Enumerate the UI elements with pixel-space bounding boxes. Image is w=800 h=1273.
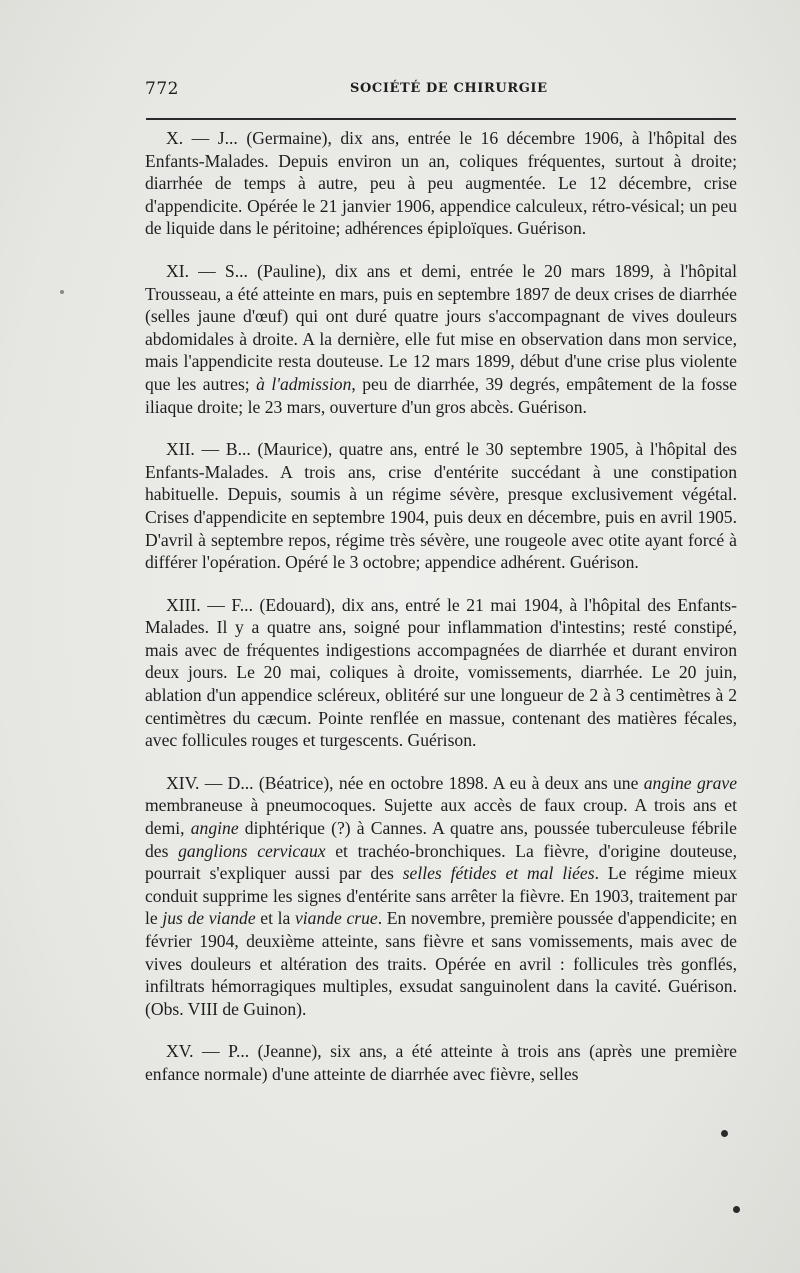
case-xii: XII. — B... (Maurice), quatre ans, entré le 30 septembre 1905, à l'hôpital des Enfants-Malades. A trois ans, crise d'entérite succédant à une constipation habituelle. Depuis, soumis à un régime sévère, presque exclusivement végétal. Crises d'appendicite en septembre 1904, puis deux en décembre, puis en avril 1905. D'avril à septembre repos, régime très sévère, une rougeole avec otite ayant forcé à différer l'opération. Opéré le 3 octobre; appendice adhérent. Guérison. — [145, 439, 737, 573]
ink-blot — [733, 1206, 740, 1213]
case-xi: XI. — S... (Pauline), dix ans et demi, entrée le 20 mars 1899, à l'hôpital Trousseau, a été atteinte en mars, puis en septembre 1897 de deux crises de diarrhée (selles jaune d'œuf) qui ont duré quatre jours s'accompagnant de vives douleurs abdomidales à droite. A la dernière, elle fut mise en observation dans mon service, mais l'appendicite resta douteuse. Le 12 mars 1899, début d'une crise plus violente que les autres; à l'admission, peu de diarrhée, 39 degrés, empâtement de la fosse iliaque droite; le 23 mars, ouverture d'un gros abcès. Guérison. — [145, 260, 737, 417]
case-xv: XV. — P... (Jeanne), six ans, a été atteinte à trois ans (après une première enfance normale) d'une atteinte de diarrhée avec fièvre, selles — [145, 1041, 737, 1084]
paper-speck — [60, 290, 64, 294]
case-xiii: XIII. — F... (Edouard), dix ans, entré le 21 mai 1904, à l'hôpital des Enfants-Malades. Il y a quatre ans, soigné pour inflammation d'intestins; resté constipé, mais avec de fréquentes indigestions accompagnées de diarrhée et durant environ deux jours. Le 20 mai, coliques à droite, vomissements, diarrhée. Le 20 juin, ablation d'un appendice scléreux, oblitéré sur une longueur de 2 à 3 centimètres à 2 centimètres du cæcum. Pointe renflée en massue, contenant des matières fécales, avec follicules rouges et turgescents. Guérison. — [145, 594, 737, 751]
body-text — [145, 127, 737, 1106]
ink-blot — [721, 1130, 728, 1137]
case-x: X. — J... (Germaine), dix ans, entrée le 16 décembre 1906, à l'hôpital des Enfants-Malades. Depuis environ un an, coliques fréquentes, surtout à droite; diarrhée de temps à autre, peu à peu augmentée. Le 12 décembre, crise d'appendicite. Opérée le 21 janvier 1906, appendice calculeux, rétro-vésical; un peu de liquide dans le péritoine; adhérences épiploïques. Guérison. — [145, 128, 737, 239]
page-header — [145, 79, 735, 99]
case-xiv: XIV. — D... (Béatrice), née en octobre 1898. A eu à deux ans une angine grave membraneuse à pneumocoques. Sujette aux accès de faux croup. A trois ans et demi, angine diphtérique (?) à Cannes. A quatre ans, poussée tuberculeuse fébrile des ganglions cervicaux et trachéo-bronchiques. La fièvre, d'origine douteuse, pourrait s'expliquer aussi par des selles fétides et mal liées. Le régime mieux conduit supprime les signes d'entérite sans arrêter la fièvre. En 1903, traitement par le jus de viande et la viande crue. En novembre, première poussée d'appendicite; en février 1904, deuxième atteinte, sans fièvre et sans vomissements, mais avec de vives douleurs et altération des traits. Opérée en avril : follicules très gonflés, infiltrats hémorragiques multiples, exsudat sanguinolent dans la cavité. Guérison. (Obs. VIII de Guinon). — [145, 772, 738, 1019]
page-number: 772 — [145, 79, 179, 99]
header-rule — [146, 118, 736, 120]
running-title: SOCIÉTÉ DE CHIRURGIE — [350, 81, 548, 96]
